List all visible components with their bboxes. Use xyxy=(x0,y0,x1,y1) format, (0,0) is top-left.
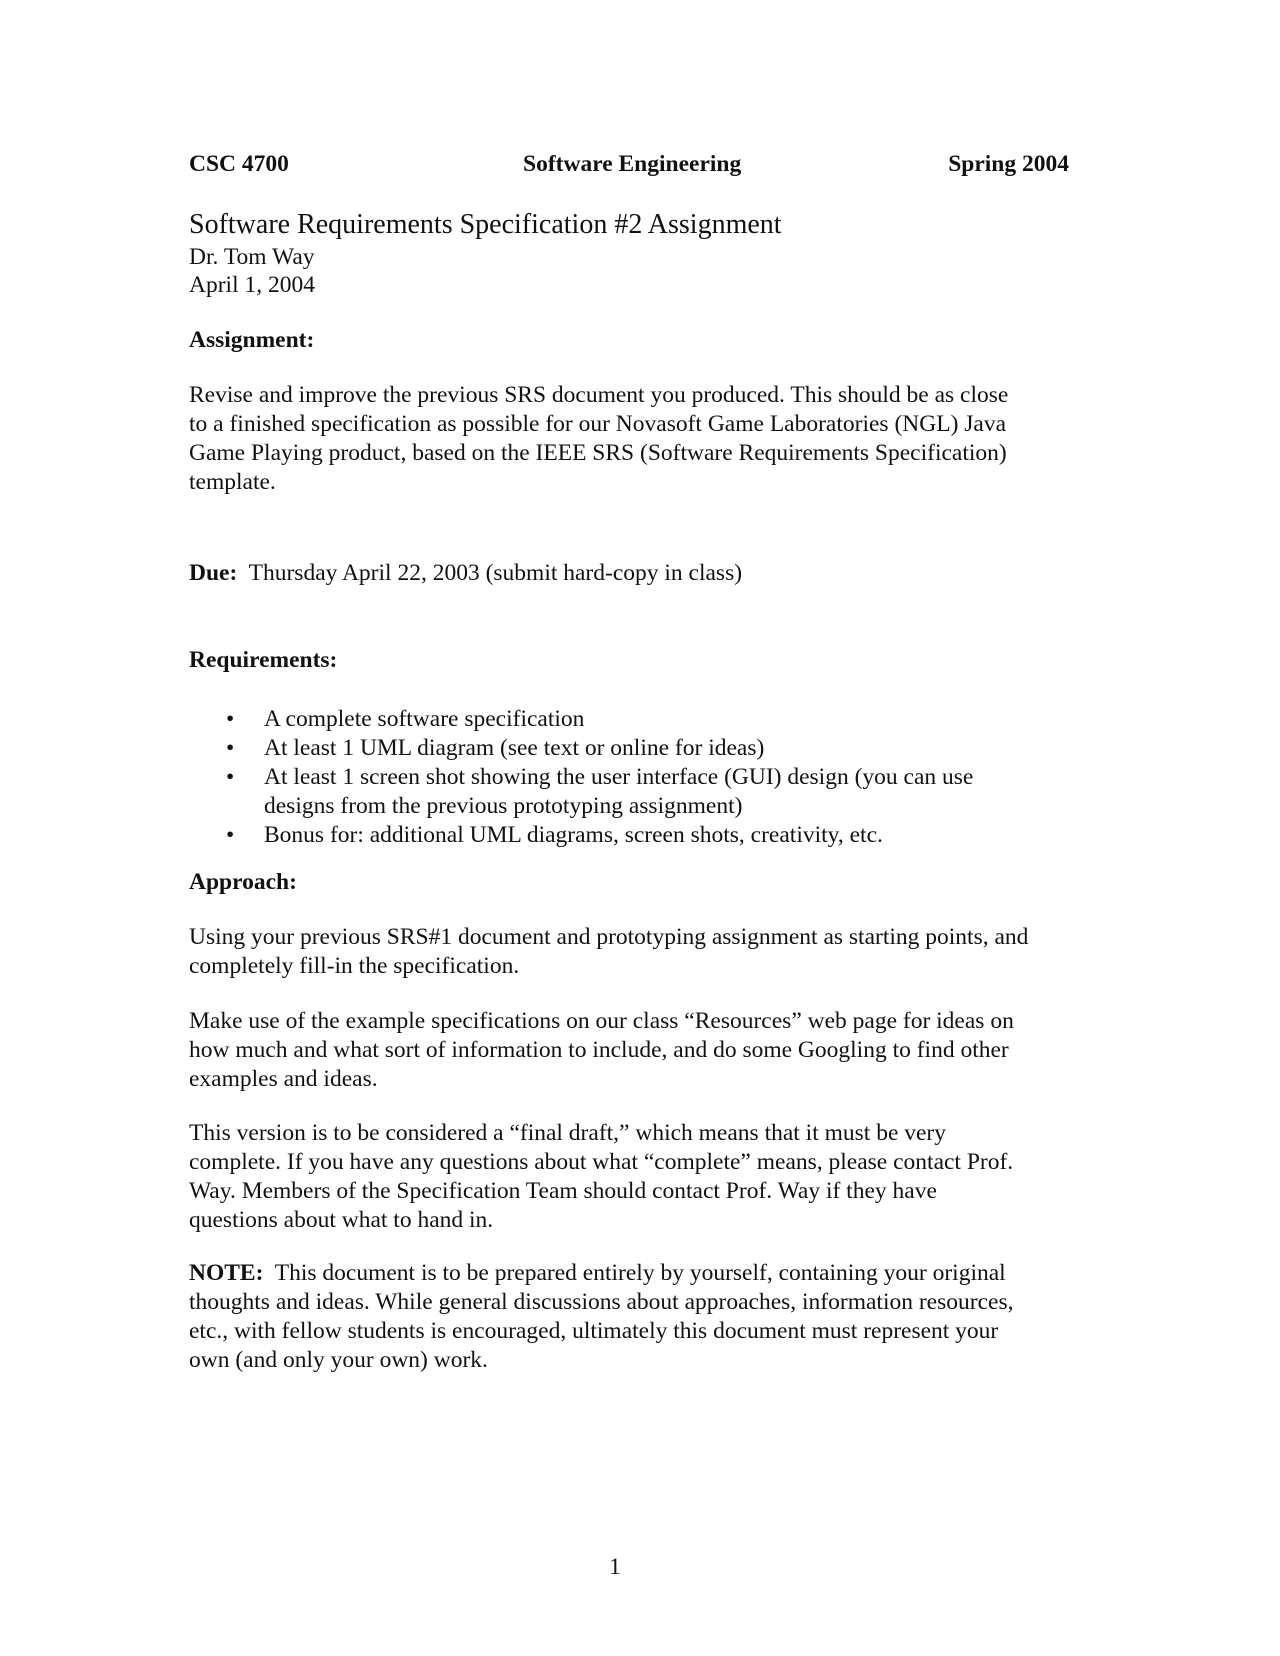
list-item xyxy=(189,821,973,850)
note-paragraph xyxy=(189,1259,1089,1375)
paragraph-line: Revise and improve the previous SRS document you produced. This should be as close xyxy=(189,382,1009,408)
paragraph-line: how much and what sort of information to include, and do some Googling to find other xyxy=(189,1037,1009,1063)
paragraph-line: questions about what to hand in. xyxy=(189,1207,494,1233)
paragraph-line: This version is to be considered a “final draft,” which means that it must be very xyxy=(189,1120,947,1146)
paragraph-line: etc., with fellow students is encouraged, ultimately this document must represent your xyxy=(189,1318,999,1344)
course-term: Spring 2004 xyxy=(948,151,1069,177)
document-date: April 1, 2004 xyxy=(189,272,315,298)
due-line xyxy=(189,559,742,588)
paragraph-line: completely fill-in the specification. xyxy=(189,953,520,979)
course-code: CSC 4700 xyxy=(189,151,289,177)
requirements-list xyxy=(189,705,973,850)
paragraph-line: Using your previous SRS#1 document and prototyping assignment as starting points, and xyxy=(189,924,1029,950)
paragraph-line xyxy=(189,1259,1089,1288)
bullet-icon: • xyxy=(226,764,235,790)
bullet-icon: • xyxy=(226,735,235,761)
approach-paragraph-1 xyxy=(189,923,1089,981)
list-item xyxy=(189,763,973,821)
paragraph-line: Make use of the example specifications on our class “Resources” web page for ideas on xyxy=(189,1008,1014,1034)
bullet-icon: • xyxy=(226,706,235,732)
paragraph-line: own (and only your own) work. xyxy=(189,1347,488,1373)
paragraph-line: thoughts and ideas. While general discussions about approaches, information resources, xyxy=(189,1289,1014,1315)
document-page xyxy=(189,0,1089,1656)
paragraph-line: to a finished specification as possible for our Novasoft Game Laboratories (NGL) Java xyxy=(189,411,1007,437)
approach-paragraph-3 xyxy=(189,1119,1089,1235)
list-item xyxy=(189,734,973,763)
due-text: Thursday April 22, 2003 (submit hard-copy in class) xyxy=(248,560,743,586)
paragraph-line: Way. Members of the Specification Team should contact Prof. Way if they have xyxy=(189,1178,937,1204)
list-item-text: At least 1 screen shot showing the user interface (GUI) design (you can use xyxy=(264,764,974,790)
assignment-heading: Assignment: xyxy=(189,327,315,353)
list-item-text: At least 1 UML diagram (see text or online for ideas) xyxy=(264,735,765,761)
due-label: Due: xyxy=(189,560,238,586)
document-title: Software Requirements Specification #2 Assignment xyxy=(189,209,782,240)
approach-heading: Approach: xyxy=(189,869,297,895)
list-item-text: A complete software specification xyxy=(264,706,585,732)
list-item xyxy=(189,705,973,734)
assignment-paragraph xyxy=(189,381,1089,497)
list-item-text: Bonus for: additional UML diagrams, screen shots, creativity, etc. xyxy=(264,822,883,848)
paragraph-line: template. xyxy=(189,469,276,495)
note-text: This document is to be prepared entirely by yourself, containing your original xyxy=(274,1260,1006,1286)
course-subject: Software Engineering xyxy=(523,151,742,177)
paragraph-line: complete. If you have any questions about what “complete” means, please contact Prof. xyxy=(189,1149,1014,1175)
requirements-heading: Requirements: xyxy=(189,647,338,673)
bullet-icon: • xyxy=(226,822,235,848)
note-label: NOTE: xyxy=(189,1260,264,1286)
list-item-text-continued: designs from the previous prototyping assignment) xyxy=(264,793,743,819)
page-number: 1 xyxy=(609,1554,621,1580)
paragraph-line: examples and ideas. xyxy=(189,1066,378,1092)
approach-paragraph-2 xyxy=(189,1007,1089,1094)
paragraph-line: Game Playing product, based on the IEEE SRS (Software Requirements Specification) xyxy=(189,440,1007,466)
document-author: Dr. Tom Way xyxy=(189,244,315,270)
